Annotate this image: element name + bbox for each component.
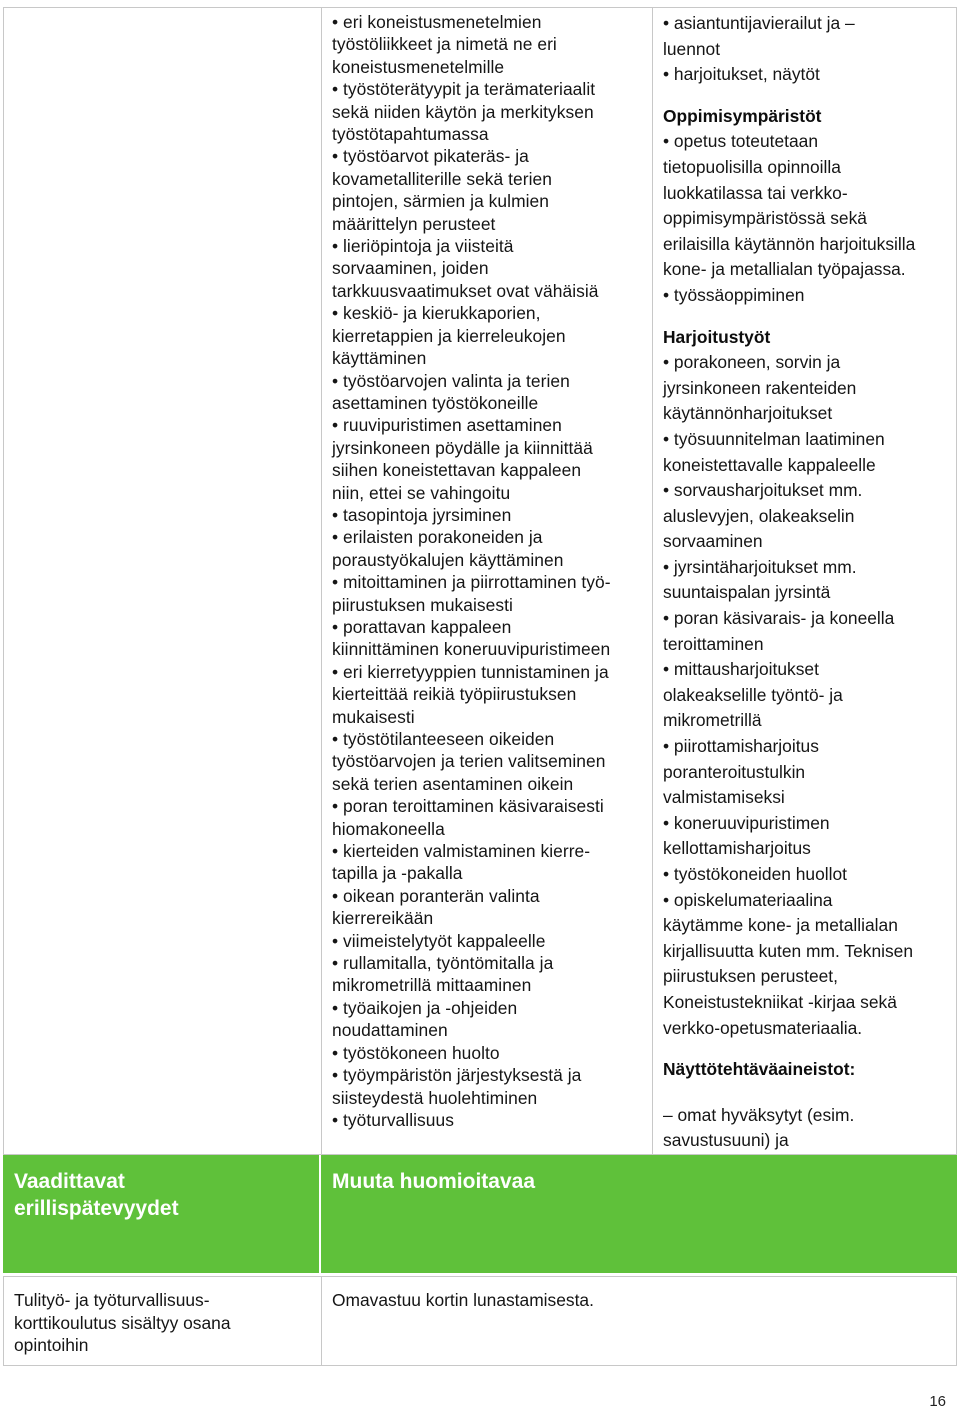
skill-list-line: hiomakoneella (332, 818, 445, 839)
skill-list-line: määrittelyn perusteet (332, 213, 496, 234)
exercise-line: Koneistustekniikat -kirjaa sekä (663, 991, 897, 1012)
skill-list-line: poraustyökalujen käyttäminen (332, 549, 564, 570)
skill-list-line: • työaikojen ja -ohjeiden (332, 997, 518, 1018)
skill-list-line: mukaisesti (332, 706, 415, 727)
skill-list-line: siihen koneistettavan kappaleen (332, 460, 582, 481)
requirements-header-row (3, 1155, 957, 1273)
exercise-line: teroittaminen (663, 633, 764, 654)
exercise-line: olakeakselille työntö- ja (663, 684, 843, 705)
exercise-line: sorvaaminen (663, 531, 763, 552)
exercise-line: • poran käsivarais- ja koneella (663, 608, 895, 629)
exercise-line: • työsuunnitelman laatiminen (663, 428, 885, 449)
skill-list-line: sorvaaminen, joiden (332, 258, 489, 279)
skill-list-line: • työstöarvot pikateräs- ja (332, 146, 529, 167)
skill-list-line: • porattavan kappaleen (332, 616, 512, 637)
exercise-line: • sorvausharjoitukset mm. (663, 480, 863, 501)
exercise-line: • työstökoneiden huollot (663, 864, 847, 884)
skill-list-line: • poran teroittaminen käsivaraisesti (332, 796, 604, 817)
skill-list-line: työstötapahtumassa (332, 124, 489, 145)
skill-list-line: kierretappien ja kierreleukojen (332, 325, 566, 346)
environment-line: kone- ja metallialan työpajassa. (663, 259, 906, 280)
skill-list-line: • lieriöpintoja ja viisteitä (332, 236, 514, 257)
skill-list-line: siisteydestä huolehtiminen (332, 1087, 538, 1108)
header-divider (319, 1155, 321, 1273)
skill-list-line: piirustuksen mukaisesti (332, 594, 513, 615)
exercise-line: • koneruuvipuristimen (663, 812, 830, 833)
skill-list-line: käyttäminen (332, 348, 427, 369)
exercises-list (663, 350, 958, 1041)
exercise-line: • mittausharjoitukset (663, 659, 819, 680)
environment-line: luokkatilassa tai verkko- (663, 182, 848, 203)
skill-list-line: • eri kierretyyppien tunnistaminen ja (332, 661, 609, 682)
skill-list-line: • työympäristön järjestyksestä ja (332, 1065, 582, 1086)
column-divider-left (321, 8, 322, 1154)
intro-line: • asiantuntijavierailut ja – (663, 13, 855, 33)
requirements-content-row (3, 1276, 957, 1366)
page-number: 16 (929, 1393, 946, 1410)
skill-list-line: työstöliikkeet ja nimetä ne eri (332, 34, 557, 55)
exercise-line: verkko-opetusmateriaalia. (663, 1017, 863, 1038)
skill-list-line: • työstöterätyypit ja terämateriaalit (332, 79, 596, 100)
skill-list-line: • eri koneistusmenetelmien (332, 12, 542, 32)
exercise-line: poranteroitustulkin (663, 761, 806, 782)
skill-list-line: mikrometrillä mittaaminen (332, 975, 532, 996)
skill-list-line: • työstöarvojen valinta ja terien (332, 370, 570, 391)
environment-line: tietopuolisilla opinnoilla (663, 156, 841, 177)
skill-list-line: sekä terien asentaminen oikein (332, 773, 574, 794)
skill-list-line: • keskiö- ja kierukkaporien, (332, 303, 541, 324)
skill-list-line: kiinnittäminen koneruuvipuristimeen (332, 639, 611, 660)
exercise-line: • piirottamisharjoitus (663, 736, 819, 757)
skill-list-line: • työstötilanteeseen oikeiden (332, 729, 555, 749)
exercises-heading: Harjoitustyöt (663, 326, 771, 347)
environment-line: • opetus toteutetaan (663, 131, 818, 152)
demo-material-line: savustusuuni) ja (663, 1130, 789, 1151)
environment-line: oppimisympäristössä sekä (663, 208, 867, 229)
skill-list-line: noudattaminen (332, 1020, 448, 1041)
intro-line: • harjoitukset, näytöt (663, 64, 820, 85)
skill-list-line: jyrsinkoneen pöydälle ja kiinnittää (332, 437, 593, 458)
skill-list-line: • tasopintoja jyrsiminen (332, 504, 512, 525)
skill-list-line: sekä niiden käytön ja merkityksen (332, 101, 594, 122)
curriculum-table (3, 7, 957, 1155)
exercise-line: suuntaispalan jyrsintä (663, 582, 831, 603)
exercise-line: kirjallisuutta kuten mm. Teknisen (663, 940, 914, 961)
exercise-line: käytämme kone- ja metallialan (663, 915, 898, 936)
skill-list-line: • erilaisten porakoneiden ja (332, 527, 543, 548)
exercise-line: piirustuksen perusteet, (663, 966, 838, 987)
environment-list (663, 129, 958, 308)
skill-list-line: kierrereikään (332, 908, 434, 929)
environment-heading: Oppimisympäristöt (663, 105, 822, 126)
intro-list (663, 11, 958, 88)
exercise-line: koneistettavalle kappaleelle (663, 454, 876, 475)
skill-list-line: • rullamitalla, työntömitalla ja (332, 953, 554, 974)
demo-materials-heading: Näyttötehtäväaineistot: (663, 1059, 856, 1080)
skill-list-line: • ruuvipuristimen asettaminen (332, 415, 562, 436)
skill-list-line: kierteittää reikiä työpiirustuksen (332, 684, 577, 705)
skill-list-line: työstöarvojen ja terien valitseminen (332, 751, 606, 772)
other-notes-title: Muuta huomioitavaa (332, 1170, 536, 1193)
required-qualifications-title: Vaadittavat erillispätevyydet (14, 1170, 179, 1220)
exercise-line: käytännönharjoitukset (663, 403, 833, 424)
environment-line: erilaisilla käytännön harjoituksilla (663, 233, 916, 254)
skill-list-line: tapilla ja -pakalla (332, 863, 463, 884)
skill-list-line: • työstökoneen huolto (332, 1042, 500, 1063)
skills-list-column (332, 8, 654, 1131)
exercise-line: • jyrsintäharjoitukset mm. (663, 556, 857, 577)
skill-list-line: asettaminen työstökoneille (332, 392, 539, 413)
skill-list-line: pintojen, särmien ja kulmien (332, 191, 549, 212)
exercise-line: • opiskelumateriaalina (663, 889, 833, 910)
skill-list-line: • viimeistelytyöt kappaleelle (332, 930, 546, 951)
exercise-line: jyrsinkoneen rakenteiden (663, 377, 857, 398)
skill-list-line: kovametalliterille sekä terien (332, 168, 552, 189)
skill-list-line: • työturvallisuus (332, 1109, 454, 1130)
other-notes-text: Omavastuu kortin lunastamisesta. (332, 1290, 594, 1310)
exercise-line: aluslevyjen, olakeakselin (663, 505, 855, 526)
intro-line: luennot (663, 38, 721, 59)
demo-material-line: – omat hyväksytyt (esim. (663, 1104, 855, 1125)
exercise-line: kellottamisharjoitus (663, 838, 811, 859)
skill-list-line: tarkkuusvaatimukset ovat vähäisiä (332, 280, 599, 301)
exercise-line: valmistamiseksi (663, 787, 785, 808)
skill-list-line: • mitoittaminen ja piirrottaminen työ- (332, 572, 611, 593)
methods-column (663, 8, 958, 1180)
skill-list-line: • kierteiden valmistaminen kierre- (332, 841, 591, 862)
required-qualifications-text: Tulityö- ja työturvallisuus-korttikoulutus sisältyy osana opintoihin (14, 1290, 231, 1355)
skill-list-line: koneistusmenetelmille (332, 56, 505, 77)
exercise-line: • porakoneen, sorvin ja (663, 352, 841, 373)
skill-list-line: niin, ettei se vahingoitu (332, 482, 511, 503)
environment-line: • työssäoppiminen (663, 284, 805, 305)
exercise-line: mikrometrillä (663, 710, 762, 731)
content-divider (321, 1277, 322, 1365)
skill-list-line: • oikean poranterän valinta (332, 885, 540, 906)
